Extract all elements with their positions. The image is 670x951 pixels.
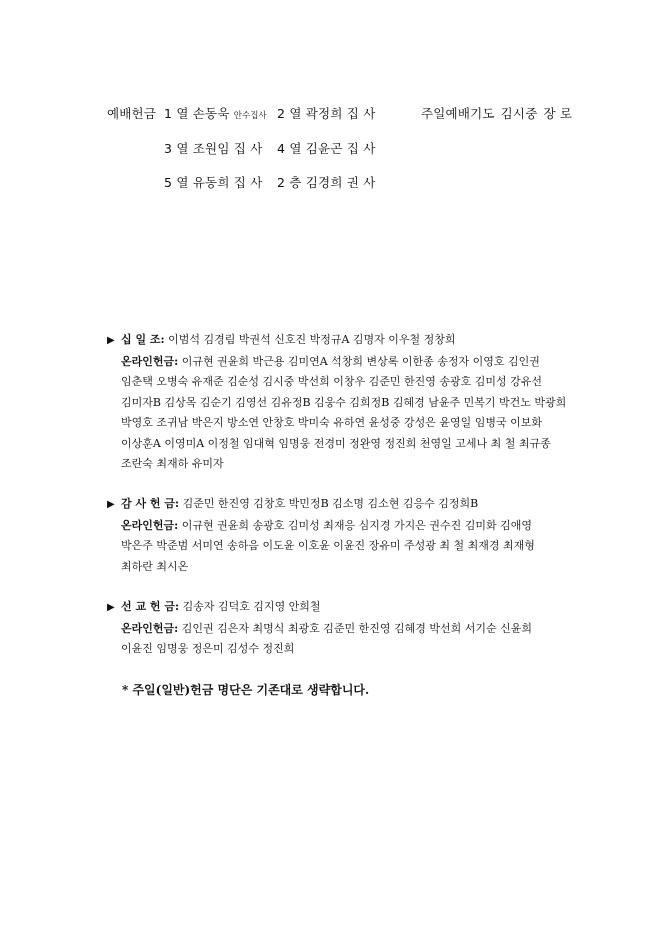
tithe-online-cont-1: 임춘택 오병숙 유재준 김순성 김시중 박선희 이창우 김준민 한진영 송광호 김미성 강유선 [121, 375, 542, 388]
thanks-line [107, 494, 567, 516]
tithe-names: 이범석 김경림 박권석 신호진 박정규A 김명자 이우철 정창희 [168, 333, 456, 346]
prayer-title: 장 로 [543, 106, 573, 121]
mission-names: 김송자 김덕호 김지영 안희철 [182, 600, 321, 613]
row1-right: 2 열 곽정희 집 사 [277, 106, 376, 121]
prayer-name: 김시중 [500, 106, 538, 121]
tithe-online-label: 온라인헌금: [121, 354, 179, 368]
row2-left: 3 열 조원임 집 사 [164, 141, 263, 156]
tithe-label: 십 일 조: [121, 333, 165, 346]
worship-offering-label: 예배헌금 [107, 106, 157, 121]
thanks-online-cont-2: 최하란 최시온 [121, 559, 189, 573]
tithe-online-cont-2: 김미자B 김상목 김순기 김영선 김유정B 김웅수 김희정B 김혜경 남윤주 민복기 박건노 박광희 [121, 395, 567, 409]
row1-left-small: 안수집사 [233, 111, 267, 121]
thanks-online-cont-1: 박은주 박준범 서미연 송하음 이도윤 이호윤 이윤진 장유미 주성광 최 철 최재경 최재형 [121, 539, 535, 552]
thanks-names: 김준민 한진영 김창호 박민정B 김소명 김소현 김응수 김정희B [182, 497, 479, 510]
triangle-bullet-icon: ▶ [107, 335, 115, 346]
tithe-section [107, 330, 567, 475]
prayer-leader [421, 104, 578, 122]
thanks-online-label: 온라인헌금: [121, 518, 179, 532]
offering-row-2 [164, 139, 376, 157]
tithe-line [107, 330, 567, 352]
tithe-online-cont-3: 박영호 조귀남 박은지 방소연 안창호 박미숙 유하연 윤성중 강성은 윤영일 임병국 이보화 [121, 416, 542, 429]
row3-right: 2 층 김경희 권 사 [277, 175, 376, 190]
mission-online-line [107, 619, 567, 640]
thanks-online-names: 이규현 권윤희 송광호 김미성 최재응 심지경 가지은 권수진 김미화 김애영 [181, 518, 532, 532]
row1-left-text: 1 열 손동욱 [164, 106, 230, 121]
triangle-bullet-icon: ▶ [107, 602, 115, 613]
mission-line [107, 597, 567, 619]
footnote: * 주일(일반)헌금 명단은 기존대로 생략합니다. [122, 683, 370, 697]
tithe-online-line [107, 352, 567, 373]
tithe-online-cont-5: 조란숙 최재하 유미자 [121, 457, 224, 470]
row3-left: 5 열 유동희 집 사 [164, 175, 263, 190]
tithe-online-cont-4: 이상훈A 이영미A 이정철 임대혁 임명웅 전경미 정완영 정진희 천영일 고세나 최 철 최규종 [121, 436, 551, 450]
row1-left [164, 104, 277, 122]
prayer-label: 주일예배기도 [421, 106, 495, 121]
thanks-section [107, 494, 567, 577]
mission-online-label: 온라인헌금: [121, 621, 179, 635]
mission-online-names: 김인권 김은자 최명식 최광호 김준민 한진영 김혜경 박선희 서기순 신윤희 [181, 621, 532, 635]
triangle-bullet-icon: ▶ [107, 499, 115, 510]
offering-row-1 [164, 104, 376, 122]
offering-row-3 [164, 173, 376, 191]
row2-right: 4 열 김윤곤 집 사 [277, 141, 376, 156]
thanks-online-line [107, 516, 567, 537]
mission-online-cont-1: 이윤진 임명웅 정은미 김성수 정진희 [121, 642, 295, 655]
tithe-online-names: 이규현 권윤희 박근용 김미연A 석창희 변상록 이한종 송정자 이영호 김인권 [181, 354, 540, 368]
mission-section [107, 597, 567, 660]
mission-label: 선 교 헌 금: [121, 600, 180, 613]
thanks-label: 감 사 헌 금: [121, 497, 180, 510]
